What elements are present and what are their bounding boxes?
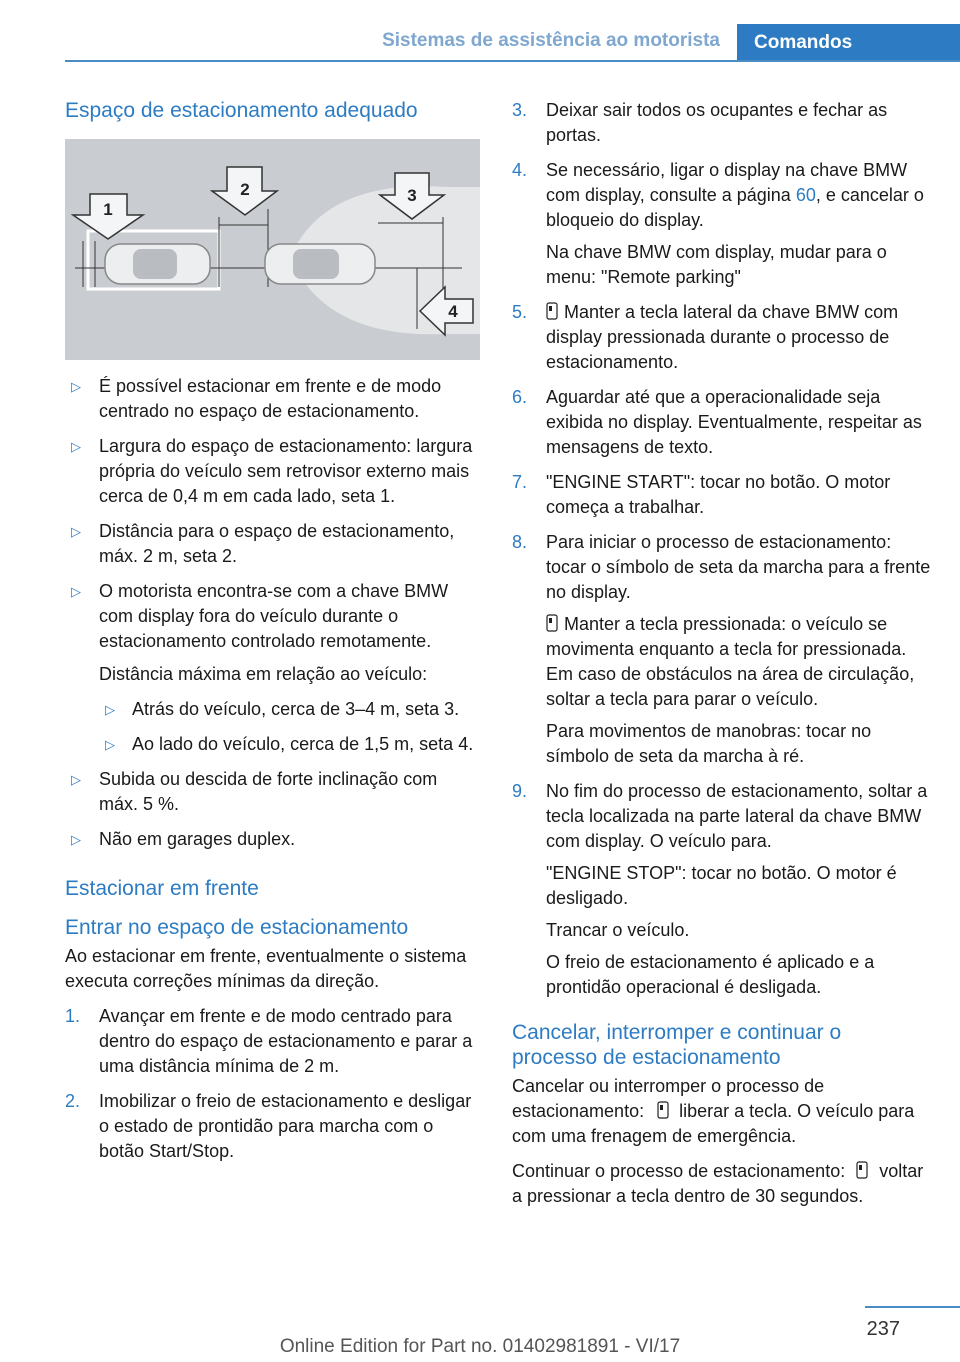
svg-text:3: 3 (407, 186, 417, 206)
triangle-bullet-icon: ▷ (105, 702, 115, 718)
list-item: 4. Se necessário, ligar o display na chave BMW com display, consulte a página 60, e cancelar o bloqueio do display. Na chave BMW com display, mudar para o menu: "Remote parking" (512, 160, 924, 287)
side-key-icon (856, 1161, 868, 1179)
svg-text:2: 2 (240, 180, 250, 200)
list-item: 7. "ENGINE START": tocar no botão. O motor começa a trabalhar. (512, 472, 891, 517)
list-item: ▷ Subida ou descida de forte inclinação com máx. 5 %. (71, 769, 438, 815)
list-item: 9. No fim do processo de estacionamento, soltar a tecla localizada na parte lateral da chave BMW com display. O veículo para. "ENGINE STOP": tocar no botão. O motor é desligado. Trancar o veículo. O freio de estacionamento é aplicado e a prontidão operacional é desligada. (512, 781, 928, 997)
list-item: 2. Imobilizar o freio de estacionamento e desligar o estado de prontidão para marcha com o botão Start/Stop. (65, 1090, 472, 1161)
heading-cancel-interrupt: Cancelar, interromper e continuar o processo de estacionamento (512, 1021, 842, 1070)
header-rule (65, 60, 960, 62)
left-column (65, 98, 480, 1174)
list-item: ▷ Não em garages duplex. (65, 827, 480, 852)
max-distance-note: Distância máxima em relação ao veículo: (99, 664, 428, 685)
car-parked (105, 244, 210, 284)
list-item: 8. Para iniciar o processo de estacionamento: tocar o símbolo de seta da marcha para a frente no display. Manter a tecla pressionada: o veículo se movimenta enquanto a tecla for pressionada. Em caso de obstáculos na área de circulação, soltar a tecla para parar o veículo. Para movimentos de manobras: tocar no símbolo de seta da marcha à ré. (512, 532, 931, 766)
triangle-bullet-icon: ▷ (71, 379, 81, 395)
header-section-title: Sistemas de assistência ao motorista (382, 30, 720, 51)
list-item: ▷ Ao lado do veículo, cerca de 1,5 m, seta 4. (99, 732, 480, 757)
list-item: 6. Aguardar até que a operacionalidade seja exibida no display. Eventualmente, respeitar as mensagens de texto. (512, 387, 922, 457)
list-item: ▷ Distância para o espaço de estacionamento, máx. 2 m, seta 2. (71, 521, 455, 567)
triangle-bullet-icon: ▷ (105, 737, 115, 753)
list-item: 5. Manter a tecla lateral da chave BMW com display pressionada durante o processo de estacionamento. (512, 302, 899, 372)
car-approaching (265, 244, 375, 284)
parking-space-figure (65, 139, 480, 360)
side-key-icon (546, 302, 558, 320)
triangle-bullet-icon: ▷ (71, 832, 81, 848)
heading-park-forward: Estacionar em frente (65, 877, 259, 901)
right-column (512, 98, 932, 1219)
edition-footer: Online Edition for Part no. 01402981891 - VI/17 (279, 1336, 681, 1357)
list-item: ▷ Largura do espaço de estacionamento: largura própria do veículo sem retrovisor externo mais cerca de 0,4 m em cada lado, seta 1. (71, 436, 473, 507)
triangle-bullet-icon: ▷ (71, 524, 81, 540)
triangle-bullet-icon: ▷ (71, 772, 81, 788)
list-item: 1. Avançar em frente e de modo centrado para dentro do espaço de estacionamento e parar a uma distância mínima de 2 m. (65, 1005, 473, 1076)
list-item: ▷ É possível estacionar em frente e de modo centrado no espaço de estacionamento. (71, 376, 442, 422)
svg-text:4: 4 (448, 302, 458, 322)
continue-paragraph: Continuar o processo de estacionamento: voltar a pressionar a tecla dentro de 30 segundos. (512, 1161, 924, 1207)
list-item: 3. Deixar sair todos os ocupantes e fechar as portas. (512, 100, 888, 145)
parking-diagram (65, 139, 480, 360)
page-number: 237 (866, 1318, 900, 1340)
steps-list-right (512, 98, 932, 1000)
list-item: ▷ O motorista encontra-se com a chave BMW com display fora do veículo durante o estacionamento controlado remotamente. Distância máxima em relação ao veículo: ▷ Atrás do veículo, cerca de 3–4 m, seta 3. ▷ Ao lado do veículo, cerca de 1,5 m, seta 4. (65, 579, 480, 757)
footer-rule (865, 1306, 960, 1308)
header-chapter-tab: Comandos (737, 24, 960, 62)
page-header (0, 0, 960, 62)
side-key-icon (657, 1101, 669, 1119)
list-item: ▷ Atrás do veículo, cerca de 3–4 m, seta 3. (99, 697, 480, 722)
steps-list-left (65, 1004, 480, 1164)
svg-text:1: 1 (103, 200, 113, 220)
distance-sublist (99, 697, 480, 757)
intro-paragraph: Ao estacionar em frente, eventualmente o sistema executa correções mínimas da direção. (65, 945, 467, 991)
heading-suitable-space: Espaço de estacionamento adequado (65, 99, 418, 122)
triangle-bullet-icon: ▷ (71, 584, 81, 600)
triangle-bullet-icon: ▷ (71, 439, 81, 455)
cancel-paragraph: Cancelar ou interromper o processo de estacionamento: liberar a tecla. O veículo para com uma frenagem de emergência. (512, 1076, 915, 1147)
page-link[interactable]: 60 (795, 185, 816, 205)
side-key-icon (546, 614, 558, 632)
heading-enter-space: Entrar no espaço de estacionamento (65, 916, 409, 940)
requirements-list (65, 374, 480, 852)
